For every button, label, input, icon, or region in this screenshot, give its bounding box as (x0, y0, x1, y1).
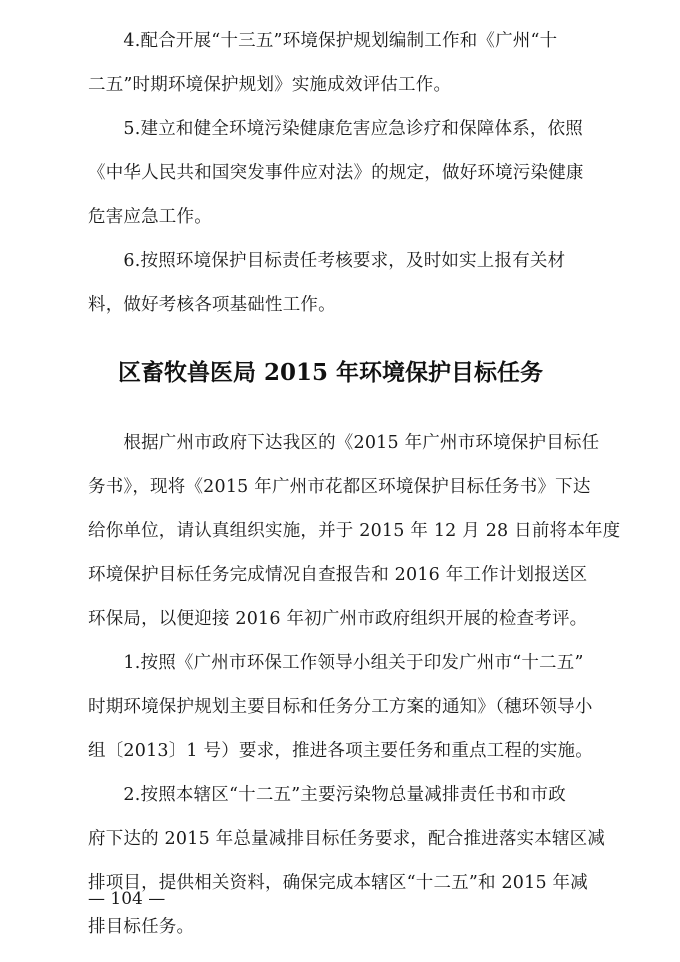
text-line: 2.按照本辖区“十二五”主要污染物总量减排责任书和市政 (88, 785, 566, 805)
text-line: 府下达的 2015 年总量减排目标任务要求，配合推进落实本辖区减 (88, 829, 606, 849)
text-line: 料，做好考核各项基础性工作。 (88, 295, 336, 315)
text-line: 1.按照《广州市环保工作领导小组关于印发广州市“十二五” (88, 653, 584, 673)
page-number: — 104 — (88, 889, 166, 909)
text-line: 环境保护目标任务完成情况自查报告和 2016 年工作计划报送区 (88, 565, 588, 585)
text-line: 《中华人民共和国突发事件应对法》的规定，做好环境污染健康 (88, 163, 584, 183)
text-line: 二五”时期环境保护规划》实施成效评估工作。 (88, 75, 452, 95)
section-heading: 区畜牧兽医局 2015 年环境保护目标任务 (118, 359, 544, 386)
text-line: 6.按照环境保护目标责任考核要求，及时如实上报有关材 (88, 251, 566, 271)
text-line: 根据广州市政府下达我区的《2015 年广州市环境保护目标任 (88, 433, 600, 453)
text-line: 排项目，提供相关资料，确保完成本辖区“十二五”和 2015 年减 (88, 873, 588, 893)
text-line: 务书》，现将《2015 年广州市花都区环境保护目标任务书》下达 (88, 477, 591, 497)
text-line: 危害应急工作。 (88, 207, 212, 227)
text-line: 排目标任务。 (88, 917, 195, 937)
text-line: 给你单位，请认真组织实施，并于 2015 年 12 月 28 日前将本年度 (88, 521, 621, 541)
text-line: 环保局，以便迎接 2016 年初广州市政府组织开展的检查考评。 (88, 609, 588, 629)
text-line: 4.配合开展“十三五”环境保护规划编制工作和《广州“十 (88, 31, 558, 51)
text-line: 5.建立和健全环境污染健康危害应急诊疗和保障体系，依照 (88, 119, 583, 139)
text-line: 组〔2013〕1 号）要求，推进各项主要任务和重点工程的实施。 (88, 741, 593, 761)
text-line: 时期环境保护规划主要目标和任务分工方案的通知》（穗环领导小 (88, 697, 593, 717)
